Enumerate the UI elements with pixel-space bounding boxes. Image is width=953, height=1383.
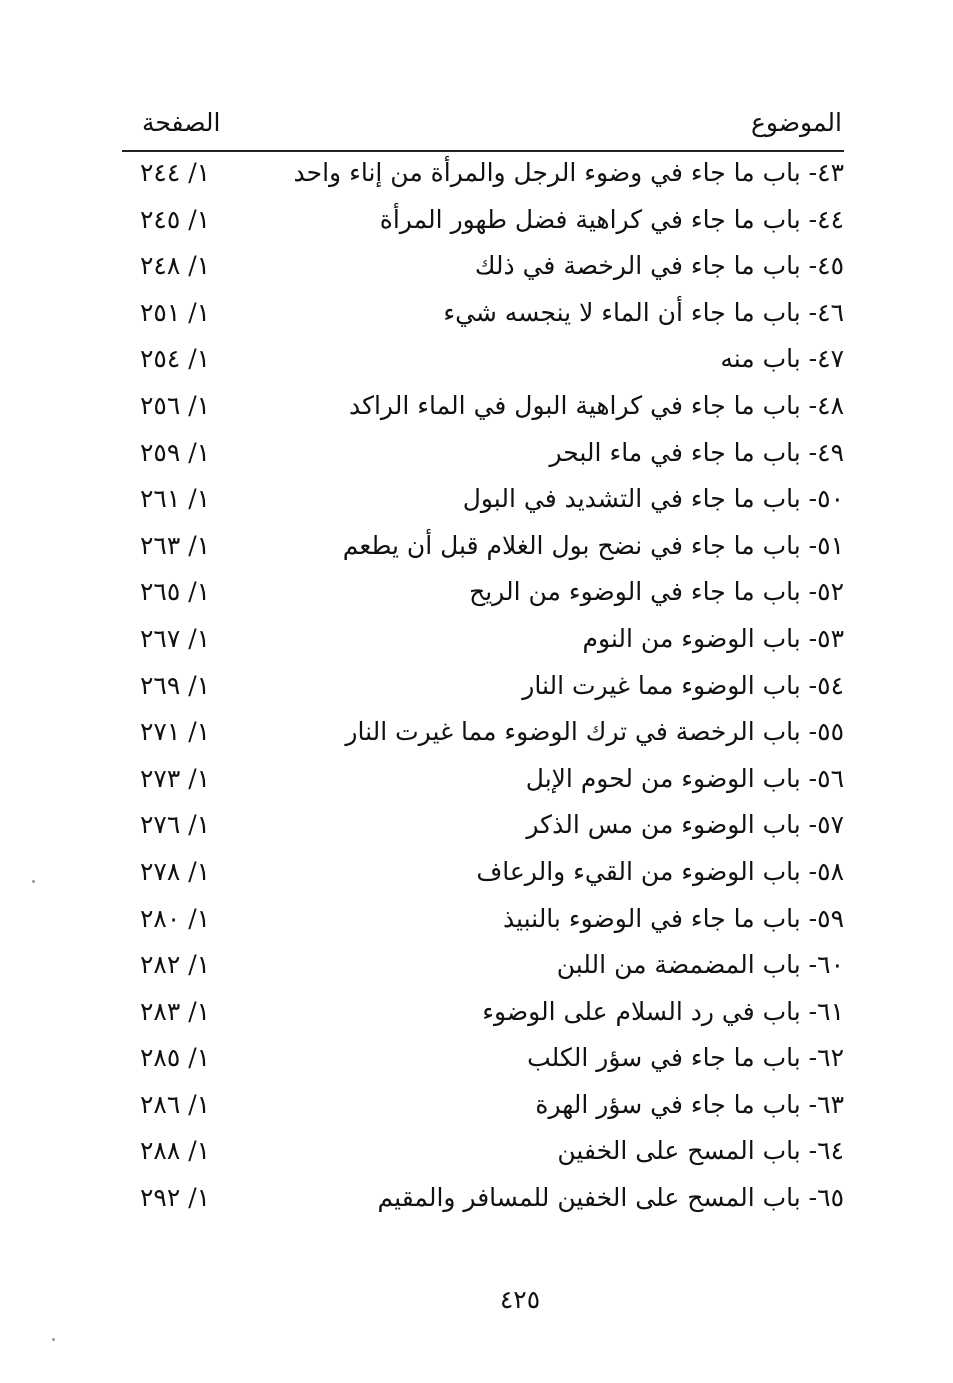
scan-speck [52, 1338, 55, 1341]
entry-title [527, 1043, 844, 1072]
entry-page: ١/ ٢٨٢ [140, 950, 211, 980]
entry-number: ٥٠ [817, 484, 844, 514]
page-column-label: الصفحة [142, 108, 221, 137]
entry-number: ٦١ [817, 996, 844, 1026]
entry-title [476, 857, 844, 886]
table-row [122, 571, 844, 618]
entry-title [345, 717, 844, 746]
entry-dash: - [800, 996, 818, 1026]
table-row [122, 525, 844, 572]
table-row [122, 432, 844, 479]
entry-text: باب ما جاء في كراهية فضل طهور المرأة [379, 204, 801, 234]
entry-title [557, 1136, 844, 1165]
table-row [122, 1177, 844, 1224]
entry-title [443, 298, 844, 327]
entry-number: ٥٣ [817, 623, 844, 653]
table-row [122, 758, 844, 805]
table-row [122, 711, 844, 758]
entry-dash: - [800, 763, 818, 793]
entry-number: ٤٣ [817, 158, 844, 187]
entry-text: باب ما جاء في سؤر الكلب [527, 1043, 801, 1073]
entry-title [380, 205, 844, 234]
entry-page: ١/ ٢٧٨ [140, 856, 211, 886]
entry-text: باب منه [720, 344, 801, 374]
entry-title [475, 251, 844, 280]
entry-text: باب الرخصة في ترك الوضوء مما غيرت النار [345, 717, 801, 747]
entry-dash: - [800, 344, 818, 374]
entry-number: ٥٤ [817, 670, 844, 700]
entry-number: ٤٧ [817, 344, 844, 374]
entry-number: ٤٦ [817, 297, 844, 327]
entry-text: باب الوضوء من لحوم الإبل [525, 763, 801, 793]
entry-page: ١/ ٢٥٩ [140, 437, 211, 467]
table-row [122, 152, 844, 199]
entry-dash: - [800, 856, 818, 886]
table-row [122, 1130, 844, 1177]
entry-page: ١/ ٢٤٥ [140, 204, 211, 234]
entry-page: ١/ ٢٨٨ [140, 1136, 211, 1166]
entry-text: باب المسح على الخفين [557, 1136, 801, 1166]
entry-page: ١/ ٢٤٤ [140, 158, 211, 187]
entry-page: ١/ ٢٩٢ [140, 1183, 211, 1213]
entry-dash: - [800, 251, 818, 281]
entry-dash: - [800, 1136, 818, 1166]
topic-column-label: الموضوع [751, 108, 842, 137]
entry-title [294, 158, 844, 187]
table-row [122, 804, 844, 851]
table-header [122, 108, 842, 148]
entry-title [463, 484, 844, 513]
table-row [122, 618, 844, 665]
entry-title [482, 997, 844, 1026]
entry-dash: - [800, 950, 818, 980]
entry-page: ١/ ٢٨٥ [140, 1043, 211, 1073]
entry-title [503, 904, 844, 933]
entry-dash: - [800, 1183, 818, 1213]
entry-text: باب الوضوء من مس الذكر [526, 810, 801, 840]
entry-title [343, 531, 844, 560]
table-row [122, 338, 844, 385]
table-row [122, 944, 844, 991]
table-row [122, 385, 844, 432]
entry-page: ١/ ٢٥٤ [140, 344, 211, 374]
entry-page: ١/ ٢٧٦ [140, 810, 211, 840]
entry-number: ٥١ [817, 530, 844, 560]
entry-page: ١/ ٢٦٧ [140, 623, 211, 653]
entry-text: باب المضمضة من اللبن [556, 950, 801, 980]
entry-dash: - [800, 577, 818, 607]
entry-title [522, 671, 844, 700]
entry-page: ١/ ٢٧٣ [140, 763, 211, 793]
entry-text: باب الوضوء من النوم [582, 623, 801, 653]
entry-number: ٦٣ [817, 1089, 844, 1119]
entry-dash: - [800, 903, 818, 933]
entry-title [582, 624, 844, 653]
table-row [122, 665, 844, 712]
entry-page: ١/ ٢٦٩ [140, 670, 211, 700]
entry-text: باب ما جاء في التشديد في البول [462, 484, 801, 514]
table-row [122, 245, 844, 292]
entry-number: ٥٦ [817, 763, 844, 793]
entry-dash: - [800, 810, 818, 840]
table-row [122, 1037, 844, 1084]
entry-page: ١/ ٢٤٨ [140, 251, 211, 281]
entry-number: ٤٥ [817, 251, 844, 281]
entry-title [526, 810, 844, 839]
entry-text: باب المسح على الخفين للمسافر والمقيم [377, 1183, 801, 1213]
entry-number: ٥٢ [817, 577, 844, 607]
entry-dash: - [800, 437, 818, 467]
entry-page: ١/ ٢٨٣ [140, 996, 211, 1026]
entry-text: باب الوضوء مما غيرت النار [522, 670, 801, 700]
table-row [122, 478, 844, 525]
entry-text: باب ما جاء في الوضوء من الريح [469, 577, 801, 607]
contents-list [122, 152, 844, 1224]
entry-text: باب ما جاء أن الماء لا ينجسه شيء [443, 297, 801, 327]
entry-dash: - [800, 717, 818, 747]
entry-dash: - [800, 158, 818, 187]
entry-number: ٥٨ [817, 856, 844, 886]
page-number: ٤٢٥ [499, 1285, 541, 1314]
table-row [122, 1084, 844, 1131]
table-row [122, 199, 844, 246]
entry-page: ١/ ٢٦١ [140, 484, 211, 514]
entry-page: ١/ ٢٧١ [140, 717, 211, 747]
entry-page: ١/ ٢٨٠ [140, 903, 211, 933]
entry-title [557, 950, 844, 979]
entry-number: ٦٠ [817, 950, 844, 980]
entry-number: ٥٥ [817, 717, 844, 747]
entry-title [349, 391, 844, 420]
entry-page: ١/ ٢٥٦ [140, 390, 211, 420]
entry-dash: - [800, 297, 818, 327]
entry-text: باب في رد السلام على الوضوء [482, 996, 801, 1026]
entry-text: باب الوضوء من القيء والرعاف [476, 856, 801, 886]
entry-page: ١/ ٢٨٦ [140, 1089, 211, 1119]
entry-dash: - [800, 484, 818, 514]
scan-speck [32, 880, 35, 883]
entry-number: ٤٩ [817, 437, 844, 467]
table-row [122, 898, 844, 945]
entry-text: باب ما جاء في نضح بول الغلام قبل أن يطعم [342, 530, 801, 560]
entry-page: ١/ ٢٦٥ [140, 577, 211, 607]
entry-number: ٦٥ [817, 1183, 844, 1213]
table-row [122, 292, 844, 339]
entry-text: باب ما جاء في الوضوء بالنبيذ [502, 903, 801, 933]
entry-text: باب ما جاء في وضوء الرجل والمرأة من إناء واحد [293, 158, 801, 187]
entry-title [535, 1090, 844, 1119]
entry-text: باب ما جاء في الرخصة في ذلك [474, 251, 801, 281]
entry-number: ٥٧ [817, 810, 844, 840]
entry-title [526, 764, 844, 793]
entry-dash: - [800, 670, 818, 700]
entry-dash: - [800, 1089, 818, 1119]
table-row [122, 851, 844, 898]
entry-number: ٥٩ [817, 903, 844, 933]
entry-title [378, 1183, 844, 1212]
entry-text: باب ما جاء في سؤر الهرة [535, 1089, 801, 1119]
entry-text: باب ما جاء في ماء البحر [549, 437, 801, 467]
entry-number: ٦٤ [817, 1136, 844, 1166]
entry-text: باب ما جاء في كراهية البول في الماء الراكد [348, 390, 801, 420]
entry-dash: - [800, 390, 818, 420]
entry-page: ١/ ٢٦٣ [140, 530, 211, 560]
entry-dash: - [800, 204, 818, 234]
entry-number: ٦٢ [817, 1043, 844, 1073]
entry-title [469, 577, 844, 606]
entry-number: ٤٤ [817, 204, 844, 234]
entry-dash: - [800, 1043, 818, 1073]
entry-title [720, 344, 844, 373]
entry-dash: - [800, 623, 818, 653]
table-row [122, 991, 844, 1038]
entry-title [549, 438, 844, 467]
entry-number: ٤٨ [817, 390, 844, 420]
entry-page: ١/ ٢٥١ [140, 297, 211, 327]
entry-dash: - [800, 530, 818, 560]
